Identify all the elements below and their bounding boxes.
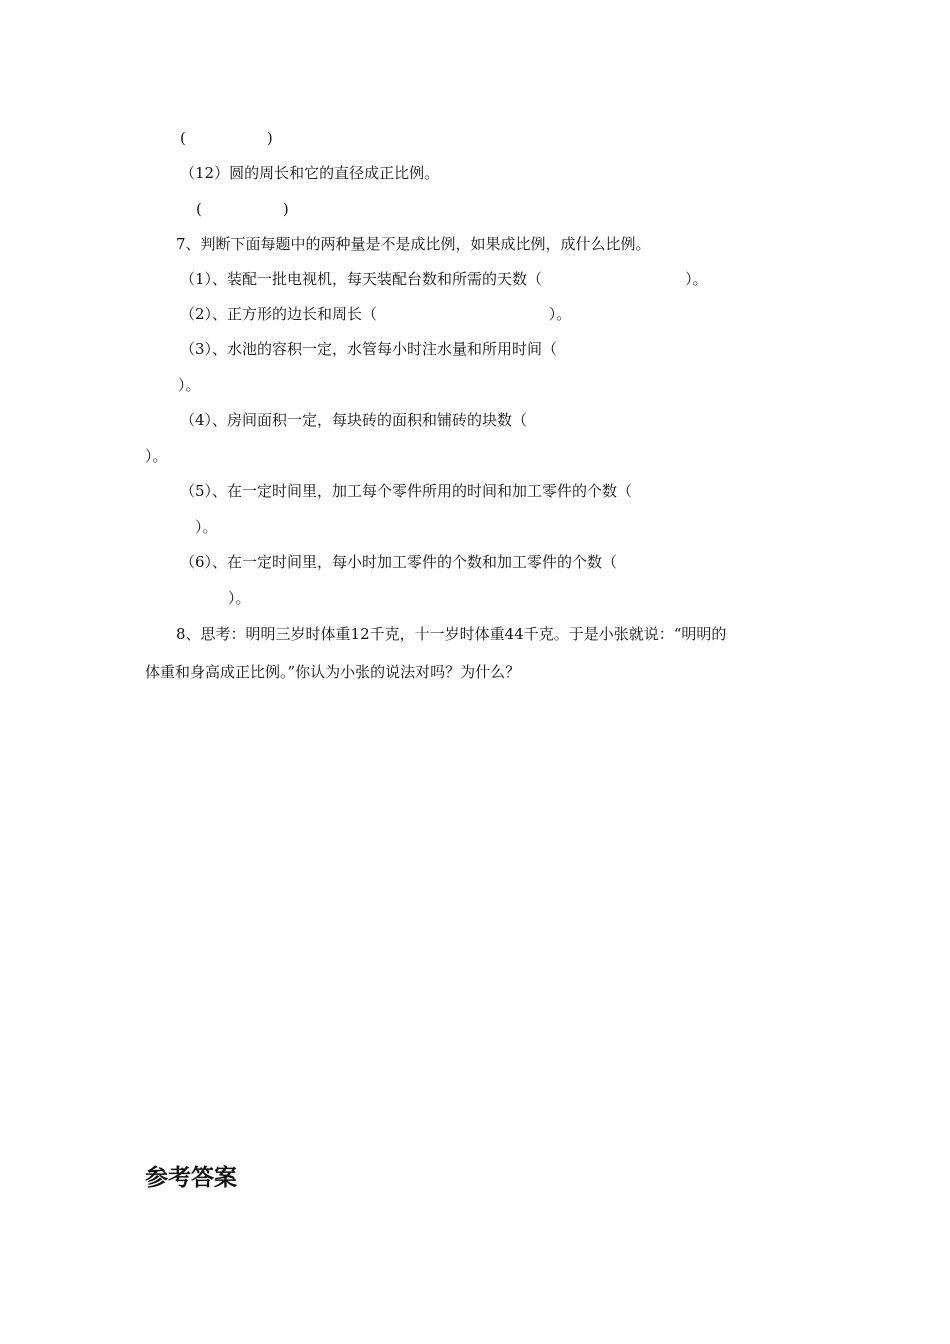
question-7-item-4-close: ）。 bbox=[145, 447, 168, 465]
answer-blank-11: ( ) bbox=[180, 129, 273, 147]
answer-heading: 参考答案 bbox=[145, 1165, 237, 1191]
question-7-item-3: （3）、水池的容积一定，水管每小时注水量和所用时间（ bbox=[180, 340, 558, 358]
question-7-item-6-close: ）。 bbox=[228, 589, 251, 607]
question-7-item-6: （6）、在一定时间里，每小时加工零件的个数和加工零件的个数（ bbox=[180, 553, 618, 571]
question-7-item-4: （4）、房间面积一定，每块砖的面积和铺砖的块数（ bbox=[180, 411, 528, 429]
question-7-item-1: （1）、装配一批电视机，每天装配台数和所需的天数（ ）。 bbox=[180, 270, 708, 288]
answer-blank-12: ( ) bbox=[196, 200, 289, 218]
question-7-item-5-close: ）。 bbox=[195, 518, 218, 536]
question-7-title: 7、判断下面每题中的两种量是不是成比例，如果成比例，成什么比例。 bbox=[176, 235, 651, 253]
question-8-line-2: 体重和身高成正比例。”你认为小张的说法对吗？为什么？ bbox=[145, 663, 521, 681]
question-7-item-3-close: ）。 bbox=[178, 376, 201, 394]
question-12: （12）圆的周长和它的直径成正比例。 bbox=[180, 164, 440, 182]
question-7-item-2: （2）、正方形的边长和周长（ ）。 bbox=[180, 305, 572, 323]
question-7-item-5: （5）、在一定时间里，加工每个零件所用的时间和加工零件的个数（ bbox=[180, 482, 633, 500]
question-8-line-1: 8、思考：明明三岁时体重12千克，十一岁时体重44千克。于是小张就说：“明明的 bbox=[176, 625, 727, 643]
